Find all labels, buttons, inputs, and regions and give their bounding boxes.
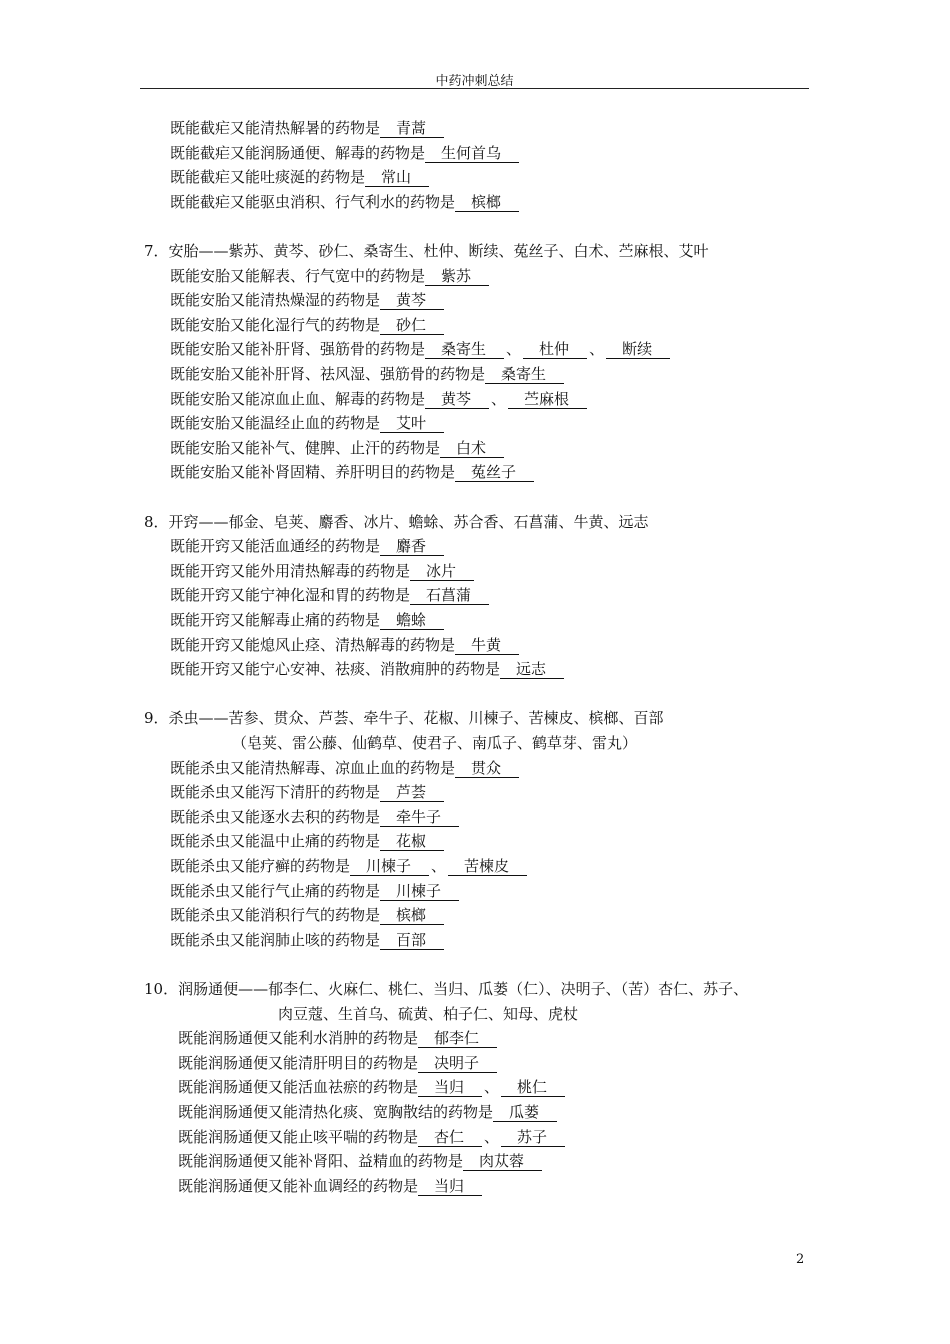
answer-blank: 肉苁蓉: [463, 1153, 542, 1171]
answer-blank: 常山: [365, 169, 429, 187]
line-text: 既能截疟又能驱虫消积、行气利水的药物是: [170, 192, 456, 211]
question-line: 既能杀虫又能疗癣的药物是 川楝子 、 苦楝皮: [170, 856, 527, 876]
line-text: 既能杀虫又能消积行气的药物是: [170, 906, 381, 925]
answer-blank: 牵牛子: [380, 809, 459, 827]
question-line: [170, 143, 519, 163]
answer-blank: 川楝子: [350, 858, 429, 876]
question-line: [170, 635, 519, 655]
line-text: （皂荚、雷公藤、仙鹤草、使君子、南瓜子、鹤草芽、雷丸）: [232, 734, 638, 752]
question-line: [170, 807, 459, 827]
answer-blank: 郁李仁: [418, 1030, 497, 1048]
question-line: [170, 782, 444, 802]
question-line: [170, 315, 444, 335]
question-line: [170, 610, 444, 630]
heading-line: [232, 733, 637, 753]
answer-blank: 槟榔: [380, 907, 444, 925]
question-line: [178, 1053, 497, 1073]
question-line: [178, 1176, 482, 1196]
header-rule: [140, 88, 809, 89]
line-text: 10．润肠通便——郁李仁、火麻仁、桃仁、当归、瓜蒌（仁）、决明子、（苦）杏仁、苏子、: [144, 980, 749, 998]
line-text: 既能杀虫又能疗癣的药物是: [170, 857, 351, 875]
answer-blank: 断续: [606, 341, 670, 359]
question-line: [170, 438, 504, 458]
line-text: 既能安胎又能补气、健脾、止汗的药物是: [170, 438, 441, 457]
heading-line: [144, 979, 748, 999]
line-text: 既能润肠通便又能活血祛瘀的药物是: [178, 1078, 419, 1097]
line-text: 8．开窍——郁金、皂荚、麝香、冰片、蟾蜍、苏合香、石菖蒲、牛黄、远志: [144, 512, 649, 531]
line-text: 既能安胎又能凉血止血、解毒的药物是: [170, 389, 426, 408]
page-number: 2: [796, 1252, 805, 1267]
answer-blank: 黄芩: [425, 391, 489, 409]
heading-line: [144, 241, 709, 261]
line-text: 既能安胎又能温经止血的药物是: [170, 414, 381, 433]
line-text: 既能润肠通便又能利水消肿的药物是: [178, 1029, 419, 1048]
answer-blank: 苦楝皮: [448, 858, 527, 876]
line-text: 既能润肠通便又能清热化痰、宽胸散结的药物是: [178, 1103, 494, 1121]
answer-blank: 青蒿: [380, 120, 444, 138]
answer-blank: 麝香: [380, 538, 444, 556]
question-line: [170, 585, 489, 605]
answer-blank: 芦荟: [380, 784, 444, 802]
heading-line: [278, 1004, 578, 1024]
line-text: 9．杀虫——苦参、贯众、芦荟、牵牛子、花椒、川楝子、苦楝皮、槟榔、百部: [144, 709, 664, 728]
answer-blank: 槟榔: [455, 194, 519, 212]
question-line: [170, 290, 444, 310]
line-text: 既能杀虫又能清热解毒、凉血止血的药物是: [170, 758, 456, 777]
question-line: [178, 1102, 557, 1122]
line-text: 既能杀虫又能润肺止咳的药物是: [170, 930, 381, 949]
answer-blank: 远志: [500, 661, 564, 679]
question-line: [178, 1151, 542, 1171]
answer-blank: 砂仁: [380, 317, 444, 335]
question-line: 既能安胎又能补肝肾、强筋骨的药物是 桑寄生 、 杜仲 、 断续: [170, 339, 670, 359]
line-text: 既能开窍又能宁心安神、祛痰、消散痈肿的药物是: [170, 660, 501, 679]
line-text: 既能截疟又能吐痰涎的药物是: [170, 168, 366, 187]
answer-blank: 白术: [440, 440, 504, 458]
line-text: 既能杀虫又能温中止痛的药物是: [170, 832, 381, 851]
line-text: 既能杀虫又能行气止痛的药物是: [170, 881, 381, 900]
answer-blank: 牛黄: [455, 637, 519, 655]
answer-blank: 苎麻根: [508, 391, 587, 409]
answer-blank: 瓜蒌: [493, 1104, 557, 1122]
line-text: 既能杀虫又能泻下清肝的药物是: [170, 783, 381, 802]
line-text: 既能润肠通便又能补肾阳、益精血的药物是: [178, 1152, 464, 1171]
line-text: 既能开窍又能解毒止痛的药物是: [170, 611, 381, 629]
answer-blank: 花椒: [380, 833, 444, 851]
question-line: [170, 462, 534, 482]
line-text: 既能润肠通便又能补血调经的药物是: [178, 1176, 419, 1195]
answer-blank: 桑寄生: [485, 366, 564, 384]
question-line: [170, 266, 489, 286]
line-text: 既能润肠通便又能清肝明目的药物是: [178, 1053, 419, 1072]
answer-blank: 决明子: [418, 1055, 497, 1073]
answer-blank: 百部: [380, 932, 444, 950]
question-line: 既能润肠通便又能活血祛瘀的药物是 当归 、 桃仁: [178, 1077, 565, 1097]
line-text: 既能开窍又能宁神化湿和胃的药物是: [170, 586, 411, 605]
line-text: 既能杀虫又能逐水去积的药物是: [170, 807, 381, 826]
question-line: [170, 881, 459, 901]
answer-blank: 贯众: [455, 760, 519, 778]
line-text: 既能润肠通便又能止咳平喘的药物是: [178, 1127, 419, 1146]
line-text: 既能安胎又能化湿行气的药物是: [170, 315, 381, 334]
question-line: [170, 192, 519, 212]
question-line: [170, 364, 564, 384]
question-line: [170, 831, 444, 851]
line-text: 既能安胎又能补肝肾、祛风湿、强筋骨的药物是: [170, 365, 486, 383]
question-line: [170, 413, 444, 433]
line-text: 7．安胎——紫苏、黄芩、砂仁、桑寄生、杜仲、断续、菟丝子、白术、苎麻根、艾叶: [144, 242, 709, 260]
line-text: 既能开窍又能外用清热解毒的药物是: [170, 561, 411, 580]
line-text: 既能安胎又能补肝肾、强筋骨的药物是: [170, 340, 426, 359]
question-line: 既能安胎又能凉血止血、解毒的药物是 黄芩 、 苎麻根: [170, 389, 587, 409]
answer-blank: 生何首乌: [425, 145, 519, 163]
question-line: [170, 536, 444, 556]
answer-blank: 杏仁: [418, 1129, 482, 1147]
question-line: [170, 758, 519, 778]
heading-line: [144, 512, 649, 532]
question-line: [170, 561, 474, 581]
answer-blank: 紫苏: [425, 268, 489, 286]
line-text: 既能截疟又能润肠通便、解毒的药物是: [170, 143, 426, 162]
answer-blank: 当归: [418, 1178, 482, 1196]
line-text: 既能开窍又能熄风止痉、清热解毒的药物是: [170, 635, 456, 654]
answer-blank: 苏子: [501, 1129, 565, 1147]
question-line: 既能润肠通便又能止咳平喘的药物是 杏仁 、 苏子: [178, 1127, 565, 1147]
answer-blank: 桑寄生: [425, 341, 504, 359]
question-line: [170, 659, 564, 679]
heading-line: [144, 708, 664, 728]
line-text: 既能安胎又能补肾固精、养肝明目的药物是: [170, 463, 456, 482]
answer-blank: 杜仲: [523, 341, 587, 359]
line-text: 既能安胎又能解表、行气宽中的药物是: [170, 266, 426, 285]
answer-blank: 冰片: [410, 563, 474, 581]
page-header-title: 中药冲刺总结: [435, 74, 514, 89]
line-text: 既能截疟又能清热解暑的药物是: [170, 119, 381, 137]
question-line: [170, 118, 444, 138]
answer-blank: 石菖蒲: [410, 587, 489, 605]
question-line: [170, 167, 429, 187]
answer-blank: 桃仁: [501, 1079, 565, 1097]
line-text: 肉豆蔻、生首乌、硫黄、柏子仁、知母、虎杖: [278, 1004, 579, 1023]
answer-blank: 菟丝子: [455, 464, 534, 482]
answer-blank: 黄芩: [380, 292, 444, 310]
question-line: [178, 1028, 497, 1048]
question-line: [170, 930, 444, 950]
question-line: [170, 905, 444, 925]
line-text: 既能安胎又能清热燥湿的药物是: [170, 291, 381, 310]
answer-blank: 当归: [418, 1079, 482, 1097]
answer-blank: 艾叶: [380, 415, 444, 433]
answer-blank: 蟾蜍: [380, 612, 444, 630]
line-text: 既能开窍又能活血通经的药物是: [170, 537, 381, 556]
answer-blank: 川楝子: [380, 883, 459, 901]
